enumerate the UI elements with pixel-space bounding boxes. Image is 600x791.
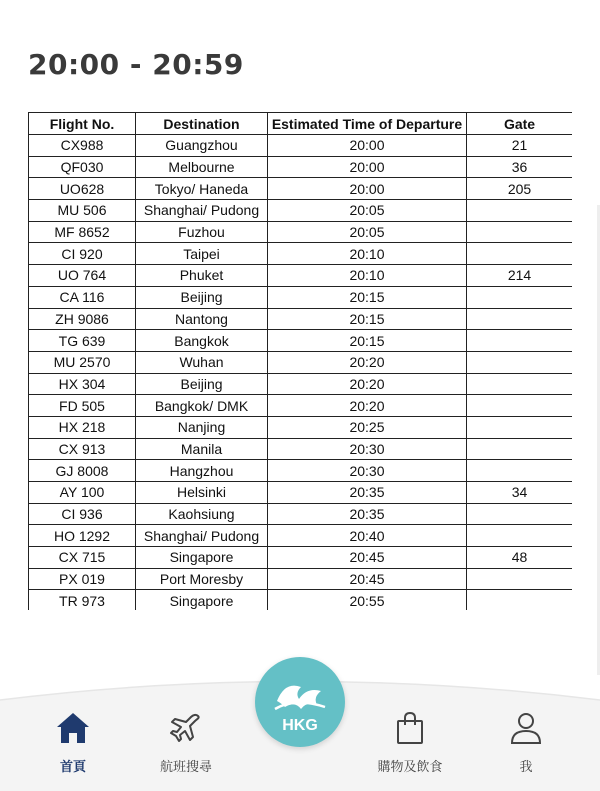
etd-cell: 20:45 [268, 547, 467, 569]
nav-home-label: 首頁 [59, 760, 86, 775]
table-row [29, 395, 573, 417]
gate-cell [467, 568, 573, 590]
airplane-icon [146, 710, 226, 746]
etd-cell: 20:35 [268, 482, 467, 504]
header-gate: Gate [467, 113, 573, 135]
flight-no-cell: HO 1292 [29, 525, 136, 547]
destination-cell: Port Moresby [136, 568, 268, 590]
destination-cell: Manila [136, 438, 268, 460]
header-destination: Destination [136, 113, 268, 135]
hkg-home-button[interactable] [255, 657, 345, 747]
flight-no-cell: CX 913 [29, 438, 136, 460]
flight-no-cell: CI 920 [29, 243, 136, 265]
flight-no-cell: UO628 [29, 178, 136, 200]
table-row [29, 503, 573, 525]
etd-cell: 20:05 [268, 221, 467, 243]
gate-cell [467, 395, 573, 417]
destination-cell: Phuket [136, 265, 268, 287]
destination-cell: Beijing [136, 373, 268, 395]
etd-cell: 20:05 [268, 200, 467, 222]
table-row [29, 373, 573, 395]
departures-table [28, 112, 572, 610]
gate-cell [467, 351, 573, 373]
destination-cell: Kaohsiung [136, 503, 268, 525]
table-row [29, 265, 573, 287]
nav-me-label: 我 [519, 760, 533, 775]
table-row [29, 221, 573, 243]
gate-cell: 36 [467, 156, 573, 178]
flight-no-cell: HX 304 [29, 373, 136, 395]
etd-cell: 20:30 [268, 460, 467, 482]
table-row [29, 286, 573, 308]
etd-cell: 20:20 [268, 395, 467, 417]
etd-cell: 20:15 [268, 286, 467, 308]
gate-cell [467, 438, 573, 460]
gate-cell [467, 286, 573, 308]
gate-cell: 214 [467, 265, 573, 287]
etd-cell: 20:30 [268, 438, 467, 460]
table-row [29, 243, 573, 265]
destination-cell: Guangzhou [136, 135, 268, 157]
destination-cell: Nantong [136, 308, 268, 330]
shopping-bag-icon [370, 710, 450, 746]
table-row [29, 568, 573, 590]
destination-cell: Singapore [136, 590, 268, 610]
nav-shopping-dining-label: 購物及飲食 [377, 760, 443, 775]
table-header-row [29, 113, 573, 135]
gate-cell: 34 [467, 482, 573, 504]
nav-flight-search[interactable] [146, 710, 226, 775]
gate-cell: 205 [467, 178, 573, 200]
nav-me[interactable] [486, 710, 566, 775]
etd-cell: 20:25 [268, 416, 467, 438]
etd-cell: 20:10 [268, 243, 467, 265]
table-row [29, 547, 573, 569]
destination-cell: Shanghai/ Pudong [136, 200, 268, 222]
table-row [29, 460, 573, 482]
table-row [29, 330, 573, 352]
table-row [29, 200, 573, 222]
header-flight-no: Flight No. [29, 113, 136, 135]
destination-cell: Helsinki [136, 482, 268, 504]
destination-cell: Tokyo/ Haneda [136, 178, 268, 200]
destination-cell: Shanghai/ Pudong [136, 525, 268, 547]
table-row [29, 135, 573, 157]
flight-no-cell: AY 100 [29, 482, 136, 504]
gate-cell: 48 [467, 547, 573, 569]
gate-cell [467, 525, 573, 547]
etd-cell: 20:00 [268, 156, 467, 178]
etd-cell: 20:00 [268, 135, 467, 157]
gate-cell [467, 503, 573, 525]
gate-cell: 21 [467, 135, 573, 157]
flight-no-cell: UO 764 [29, 265, 136, 287]
etd-cell: 20:45 [268, 568, 467, 590]
gate-cell [467, 221, 573, 243]
gate-cell [467, 590, 573, 610]
nav-shopping-dining[interactable] [370, 710, 450, 775]
etd-cell: 20:00 [268, 178, 467, 200]
etd-cell: 20:40 [268, 525, 467, 547]
gate-cell [467, 200, 573, 222]
table-row [29, 590, 573, 610]
flight-no-cell: GJ 8008 [29, 460, 136, 482]
flight-no-cell: CX 715 [29, 547, 136, 569]
flight-no-cell: TG 639 [29, 330, 136, 352]
destination-cell: Nanjing [136, 416, 268, 438]
destination-cell: Bangkok/ DMK [136, 395, 268, 417]
nav-home[interactable] [33, 710, 113, 775]
gate-cell [467, 308, 573, 330]
table-row [29, 156, 573, 178]
flight-no-cell: MF 8652 [29, 221, 136, 243]
etd-cell: 20:35 [268, 503, 467, 525]
flight-no-cell: MU 2570 [29, 351, 136, 373]
destination-cell: Wuhan [136, 351, 268, 373]
table-row [29, 416, 573, 438]
flight-no-cell: CA 116 [29, 286, 136, 308]
flights-table-container[interactable] [28, 112, 572, 610]
header-etd: Estimated Time of Departure [268, 113, 467, 135]
table-row [29, 525, 573, 547]
gate-cell [467, 243, 573, 265]
etd-cell: 20:10 [268, 265, 467, 287]
home-icon [33, 710, 113, 746]
destination-cell: Bangkok [136, 330, 268, 352]
destination-cell: Taipei [136, 243, 268, 265]
hkg-label: HKG [282, 717, 318, 734]
etd-cell: 20:20 [268, 351, 467, 373]
destination-cell: Melbourne [136, 156, 268, 178]
flight-no-cell: FD 505 [29, 395, 136, 417]
etd-cell: 20:20 [268, 373, 467, 395]
etd-cell: 20:15 [268, 308, 467, 330]
flight-no-cell: CX988 [29, 135, 136, 157]
gate-cell [467, 330, 573, 352]
etd-cell: 20:15 [268, 330, 467, 352]
etd-cell: 20:55 [268, 590, 467, 610]
flight-no-cell: ZH 9086 [29, 308, 136, 330]
flight-no-cell: HX 218 [29, 416, 136, 438]
destination-cell: Hangzhou [136, 460, 268, 482]
destination-cell: Singapore [136, 547, 268, 569]
gate-cell [467, 416, 573, 438]
destination-cell: Beijing [136, 286, 268, 308]
table-row [29, 178, 573, 200]
person-icon [486, 710, 566, 746]
flight-no-cell: MU 506 [29, 200, 136, 222]
table-row [29, 308, 573, 330]
destination-cell: Fuzhou [136, 221, 268, 243]
table-row [29, 351, 573, 373]
table-row [29, 438, 573, 460]
time-range-title: 20:00 - 20:59 [28, 48, 244, 81]
gate-cell [467, 373, 573, 395]
table-row [29, 482, 573, 504]
nav-flight-search-label: 航班搜尋 [159, 760, 212, 775]
flight-no-cell: CI 936 [29, 503, 136, 525]
gate-cell [467, 460, 573, 482]
flight-no-cell: TR 973 [29, 590, 136, 610]
flight-no-cell: QF030 [29, 156, 136, 178]
flight-no-cell: PX 019 [29, 568, 136, 590]
